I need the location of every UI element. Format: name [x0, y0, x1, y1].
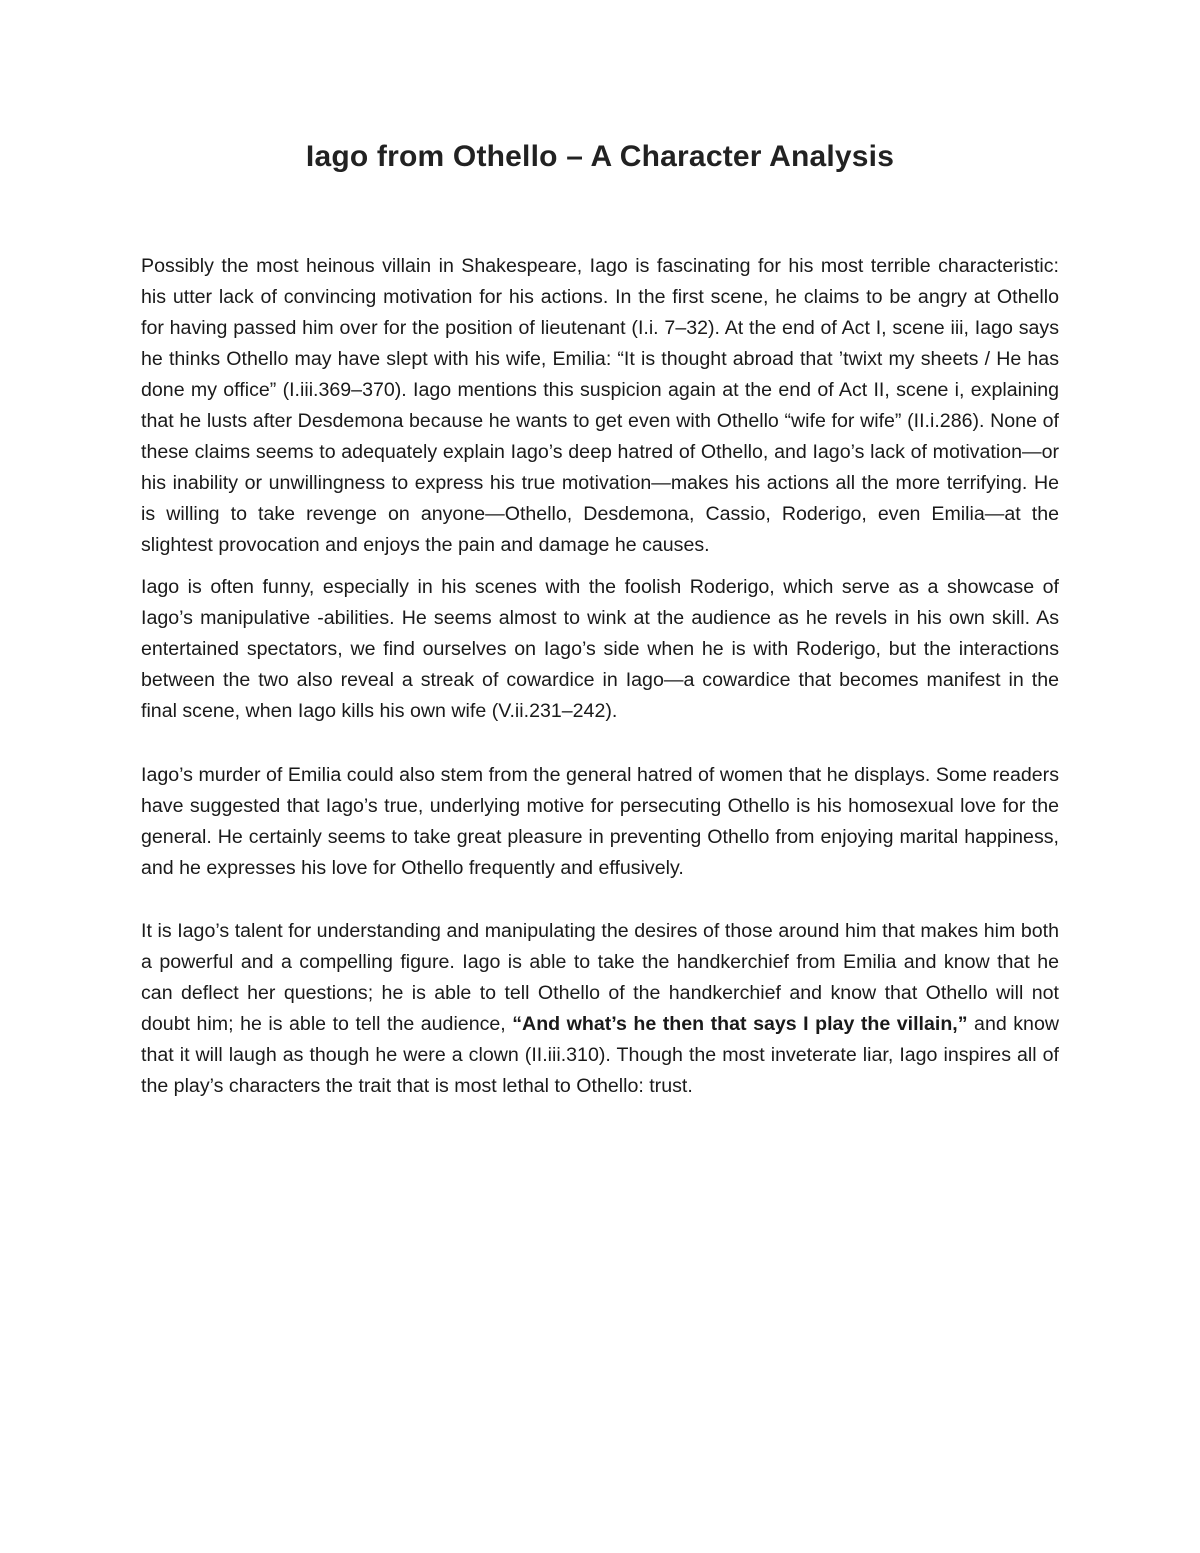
paragraph-manipulation-talent: [141, 916, 1059, 1102]
paragraph-villain-motivation: Possibly the most heinous villain in Shakespeare, Iago is fascinating for his most terrible characteristic: his utter lack of convincing motivation for his actions. In the first scene, he claims to be angry at Othello for having passed him over for the position of lieutenant (I.i. 7–32). At the end of Act I, scene iii, Iago says he thinks Othello may have slept with his wife, Emilia: “It is thought abroad that ’twixt my sheets / He has done my office” (I.iii.369–370). Iago mentions this suspicion again at the end of Act II, scene i, explaining that he lusts after Desdemona because he wants to get even with Othello “wife for wife” (II.i.286). None of these claims seems to adequately explain Iago’s deep hatred of Othello, and Iago’s lack of motivation—or his inability or unwillingness to express his true motivation—makes his actions all the more terrifying. He is willing to take revenge on anyone—Othello, Desdemona, Cassio, Roderigo, even Emilia—at the slightest provocation and enjoys the pain and damage he causes.: [141, 255, 1059, 556]
paragraph-text-after-quote: and know that it will laugh as though he were a clown (II.iii.310). Though the most inveterate liar, Iago inspires all of the play’s characters the trait that is most lethal to Othello: trust.: [141, 1013, 1060, 1097]
paragraph-text-before-quote: It is Iago’s talent for understanding and manipulating the desires of those around him that makes him both a powerful and a compelling figure. Iago is able to take the handkerchief from Emilia and know that he can deflect her questions; he is able to tell Othello of the handkerchief and know that Othello will not doubt him; he is able to tell the audience,: [141, 920, 1059, 1035]
paragraph-humor-roderigo: Iago is often funny, especially in his scenes with the foolish Roderigo, which serve as a showcase of Iago’s manipulative -abilities. He seems almost to wink at the audience as he revels in his own skill. As entertained spectators, we find ourselves on Iago’s side when he is with Roderigo, but the interactions between the two also reveal a streak of cowardice in Iago—a cowardice that becomes manifest in the final scene, when Iago kills his own wife (V.ii.231–242).: [141, 576, 1059, 722]
document-body: [141, 251, 1059, 1102]
bold-quote: “And what’s he then that says I play the villain,”: [512, 1013, 968, 1035]
paragraph-hatred-of-women: Iago’s murder of Emilia could also stem from the general hatred of women that he displays. Some readers have suggested that Iago’s true, underlying motive for persecuting Othello is his homosexual love for the general. He certainly seems to take great pleasure in preventing Othello from enjoying marital happiness, and he expresses his love for Othello frequently and effusively.: [141, 764, 1059, 879]
document-title: Iago from Othello – A Character Analysis: [305, 140, 895, 173]
